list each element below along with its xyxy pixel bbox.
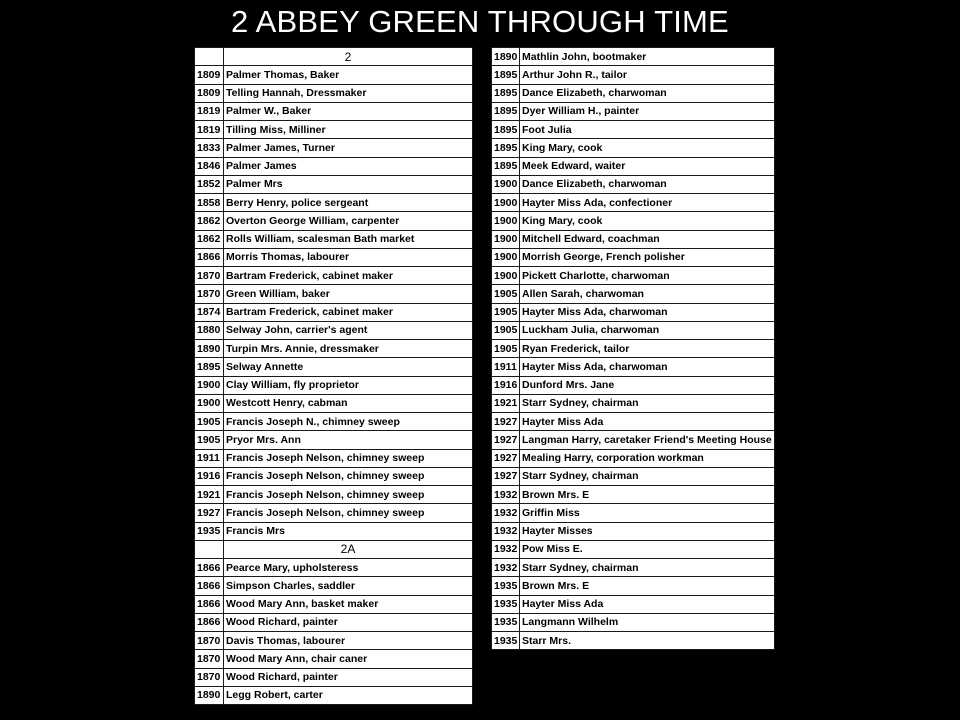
entry-cell: Hayter Miss Ada <box>520 595 775 613</box>
year-cell: 1866 <box>195 559 224 577</box>
entry-cell: Dyer William H., painter <box>520 102 775 120</box>
year-cell: 1895 <box>492 66 520 84</box>
year-cell: 1900 <box>195 376 224 394</box>
year-cell: 1905 <box>492 321 520 339</box>
table-row <box>195 267 473 285</box>
entry-cell: Westcott Henry, cabman <box>224 394 473 412</box>
entry-cell: Palmer James, Turner <box>224 139 473 157</box>
table-row <box>492 157 775 175</box>
year-cell: 1890 <box>492 48 520 66</box>
year-cell: 1921 <box>492 394 520 412</box>
entry-cell: Berry Henry, police sergeant <box>224 194 473 212</box>
year-cell: 1846 <box>195 157 224 175</box>
entry-cell: Hayter Miss Ada, charwoman <box>520 303 775 321</box>
year-cell: 1932 <box>492 504 520 522</box>
year-cell: 1905 <box>195 431 224 449</box>
entry-cell: Legg Robert, carter <box>224 686 473 704</box>
entry-cell: Francis Joseph Nelson, chimney sweep <box>224 486 473 504</box>
entry-cell: Overton George William, carpenter <box>224 212 473 230</box>
table-row <box>492 613 775 631</box>
table-row <box>195 613 473 631</box>
year-cell: 1874 <box>195 303 224 321</box>
entry-cell: Arthur John R., tailor <box>520 66 775 84</box>
year-cell: 1932 <box>492 559 520 577</box>
table-row <box>492 321 775 339</box>
entry-cell: Clay William, fly proprietor <box>224 376 473 394</box>
year-cell: 1935 <box>492 632 520 650</box>
table-row <box>492 413 775 431</box>
year-cell: 1927 <box>492 467 520 485</box>
year-cell: 1921 <box>195 486 224 504</box>
table-row <box>195 321 473 339</box>
entry-cell: Palmer James <box>224 157 473 175</box>
table-row <box>492 449 775 467</box>
entry-cell: Griffin Miss <box>520 504 775 522</box>
year-cell: 1911 <box>195 449 224 467</box>
entry-cell: Francis Joseph Nelson, chimney sweep <box>224 449 473 467</box>
entry-cell: Langman Harry, caretaker Friend's Meeting House <box>520 431 775 449</box>
section-header-row <box>195 540 473 558</box>
table-row <box>195 486 473 504</box>
table-row <box>492 340 775 358</box>
year-cell: 1862 <box>195 212 224 230</box>
table-row <box>195 230 473 248</box>
entry-cell: Palmer W., Baker <box>224 102 473 120</box>
entry-cell: Starr Sydney, chairman <box>520 559 775 577</box>
year-cell: 1862 <box>195 230 224 248</box>
entry-cell: Hayter Miss Ada, confectioner <box>520 194 775 212</box>
table-row <box>195 358 473 376</box>
entry-cell: Mealing Harry, corporation workman <box>520 449 775 467</box>
entry-cell: Simpson Charles, saddler <box>224 577 473 595</box>
year-cell: 1890 <box>195 340 224 358</box>
entry-cell: Pearce Mary, upholsteress <box>224 559 473 577</box>
header-blank-cell <box>195 540 224 558</box>
year-cell: 1852 <box>195 175 224 193</box>
table-row <box>195 577 473 595</box>
entry-cell: Bartram Frederick, cabinet maker <box>224 303 473 321</box>
entry-cell: Pickett Charlotte, charwoman <box>520 267 775 285</box>
table-row <box>195 248 473 266</box>
entry-cell: Starr Mrs. <box>520 632 775 650</box>
entry-cell: Wood Richard, painter <box>224 613 473 631</box>
entry-cell: Palmer Mrs <box>224 175 473 193</box>
year-cell: 1900 <box>492 248 520 266</box>
year-cell: 1866 <box>195 613 224 631</box>
year-cell: 1935 <box>195 522 224 540</box>
year-cell: 1866 <box>195 248 224 266</box>
year-cell: 1880 <box>195 321 224 339</box>
table-row <box>195 504 473 522</box>
entry-cell: Selway Annette <box>224 358 473 376</box>
table-row <box>492 285 775 303</box>
table-row <box>195 522 473 540</box>
year-cell: 1809 <box>195 66 224 84</box>
entry-cell: Wood Mary Ann, basket maker <box>224 595 473 613</box>
entry-cell: Brown Mrs. E <box>520 486 775 504</box>
entry-cell: Mathlin John, bootmaker <box>520 48 775 66</box>
entry-cell: Morrish George, French polisher <box>520 248 775 266</box>
table-row <box>492 540 775 558</box>
year-cell: 1870 <box>195 632 224 650</box>
table-row <box>492 66 775 84</box>
year-cell: 1935 <box>492 613 520 631</box>
entry-cell: Starr Sydney, chairman <box>520 394 775 412</box>
table-row <box>492 48 775 66</box>
entry-cell: Selway John, carrier's agent <box>224 321 473 339</box>
section-header-row <box>195 48 473 66</box>
table-row <box>492 267 775 285</box>
header-blank-cell <box>195 48 224 66</box>
year-cell: 1927 <box>492 431 520 449</box>
table-row <box>195 175 473 193</box>
year-cell: 1890 <box>195 686 224 704</box>
table-row <box>492 376 775 394</box>
table-row <box>195 650 473 668</box>
table-row <box>195 449 473 467</box>
year-cell: 1819 <box>195 102 224 120</box>
table-row <box>195 303 473 321</box>
table-row <box>492 212 775 230</box>
year-cell: 1905 <box>492 340 520 358</box>
table-row <box>195 66 473 84</box>
table-row <box>492 467 775 485</box>
year-cell: 1927 <box>195 504 224 522</box>
year-cell: 1809 <box>195 84 224 102</box>
table-row <box>195 285 473 303</box>
entry-cell: Pryor Mrs. Ann <box>224 431 473 449</box>
year-cell: 1895 <box>195 358 224 376</box>
entry-cell: Francis Joseph Nelson, chimney sweep <box>224 467 473 485</box>
year-cell: 1927 <box>492 449 520 467</box>
entry-cell: Palmer Thomas, Baker <box>224 66 473 84</box>
table-row <box>195 686 473 704</box>
table-row <box>492 595 775 613</box>
entry-cell: Hayter Misses <box>520 522 775 540</box>
year-cell: 1870 <box>195 650 224 668</box>
year-cell: 1819 <box>195 121 224 139</box>
year-cell: 1895 <box>492 139 520 157</box>
table-row <box>195 559 473 577</box>
year-cell: 1905 <box>195 413 224 431</box>
table-row <box>492 632 775 650</box>
year-cell: 1932 <box>492 486 520 504</box>
entry-cell: Foot Julia <box>520 121 775 139</box>
year-cell: 1895 <box>492 84 520 102</box>
table-row <box>195 84 473 102</box>
table-row <box>492 121 775 139</box>
year-cell: 1866 <box>195 595 224 613</box>
year-cell: 1932 <box>492 540 520 558</box>
table-row <box>195 668 473 686</box>
entry-cell: King Mary, cook <box>520 139 775 157</box>
table-row <box>195 121 473 139</box>
entry-cell: Francis Joseph N., chimney sweep <box>224 413 473 431</box>
entry-cell: Dunford Mrs. Jane <box>520 376 775 394</box>
table-row <box>195 102 473 120</box>
table-row <box>492 431 775 449</box>
table-row <box>492 504 775 522</box>
year-cell: 1858 <box>195 194 224 212</box>
entry-cell: Hayter Miss Ada, charwoman <box>520 358 775 376</box>
table-row <box>492 522 775 540</box>
entry-cell: Davis Thomas, labourer <box>224 632 473 650</box>
year-cell: 1870 <box>195 285 224 303</box>
table-row <box>492 102 775 120</box>
table-row <box>492 84 775 102</box>
entry-cell: Green William, baker <box>224 285 473 303</box>
year-cell: 1916 <box>195 467 224 485</box>
year-cell: 1932 <box>492 522 520 540</box>
entry-cell: Francis Mrs <box>224 522 473 540</box>
year-cell: 1900 <box>492 175 520 193</box>
year-cell: 1905 <box>492 285 520 303</box>
entry-cell: Pow Miss E. <box>520 540 775 558</box>
entry-cell: Bartram Frederick, cabinet maker <box>224 267 473 285</box>
entry-cell: Dance Elizabeth, charwoman <box>520 175 775 193</box>
entry-cell: Rolls William, scalesman Bath market <box>224 230 473 248</box>
year-cell: 1927 <box>492 413 520 431</box>
year-cell: 1870 <box>195 267 224 285</box>
year-cell: 1895 <box>492 121 520 139</box>
table-row <box>492 486 775 504</box>
table-row <box>492 559 775 577</box>
section-header: 2 <box>224 48 473 66</box>
year-cell: 1833 <box>195 139 224 157</box>
entry-cell: Wood Mary Ann, chair caner <box>224 650 473 668</box>
table-row <box>492 394 775 412</box>
entry-cell: Brown Mrs. E <box>520 577 775 595</box>
year-cell: 1905 <box>492 303 520 321</box>
table-row <box>492 358 775 376</box>
entry-cell: Turpin Mrs. Annie, dressmaker <box>224 340 473 358</box>
year-cell: 1900 <box>195 394 224 412</box>
table-row <box>195 394 473 412</box>
year-cell: 1900 <box>492 212 520 230</box>
entry-cell: Morris Thomas, labourer <box>224 248 473 266</box>
section-header: 2A <box>224 540 473 558</box>
year-cell: 1870 <box>195 668 224 686</box>
year-cell: 1935 <box>492 577 520 595</box>
entry-cell: Langmann Wilhelm <box>520 613 775 631</box>
entry-cell: Luckham Julia, charwoman <box>520 321 775 339</box>
table-row <box>195 632 473 650</box>
table-row <box>195 467 473 485</box>
year-cell: 1895 <box>492 102 520 120</box>
table-row <box>195 340 473 358</box>
page-title: 2 ABBEY GREEN THROUGH TIME <box>231 4 729 39</box>
residents-table-left <box>194 47 473 705</box>
entry-cell: Tilling Miss, Milliner <box>224 121 473 139</box>
table-row <box>195 413 473 431</box>
entry-cell: Ryan Frederick, tailor <box>520 340 775 358</box>
residents-table-right <box>491 47 775 650</box>
entry-cell: Starr Sydney, chairman <box>520 467 775 485</box>
year-cell: 1900 <box>492 230 520 248</box>
table-row <box>492 194 775 212</box>
table-row <box>492 139 775 157</box>
entry-cell: Allen Sarah, charwoman <box>520 285 775 303</box>
table-row <box>492 230 775 248</box>
entry-cell: Francis Joseph Nelson, chimney sweep <box>224 504 473 522</box>
table-row <box>195 139 473 157</box>
entry-cell: Hayter Miss Ada <box>520 413 775 431</box>
year-cell: 1895 <box>492 157 520 175</box>
year-cell: 1911 <box>492 358 520 376</box>
table-row <box>195 194 473 212</box>
table-row <box>492 248 775 266</box>
table-row <box>195 595 473 613</box>
table-row <box>195 157 473 175</box>
table-row <box>492 577 775 595</box>
entry-cell: Mitchell Edward, coachman <box>520 230 775 248</box>
entry-cell: Telling Hannah, Dressmaker <box>224 84 473 102</box>
year-cell: 1900 <box>492 267 520 285</box>
table-row <box>195 376 473 394</box>
year-cell: 1916 <box>492 376 520 394</box>
table-row <box>195 431 473 449</box>
year-cell: 1935 <box>492 595 520 613</box>
year-cell: 1900 <box>492 194 520 212</box>
table-row <box>195 212 473 230</box>
table-row <box>492 303 775 321</box>
year-cell: 1866 <box>195 577 224 595</box>
entry-cell: Meek Edward, waiter <box>520 157 775 175</box>
table-row <box>492 175 775 193</box>
entry-cell: King Mary, cook <box>520 212 775 230</box>
entry-cell: Wood Richard, painter <box>224 668 473 686</box>
entry-cell: Dance Elizabeth, charwoman <box>520 84 775 102</box>
